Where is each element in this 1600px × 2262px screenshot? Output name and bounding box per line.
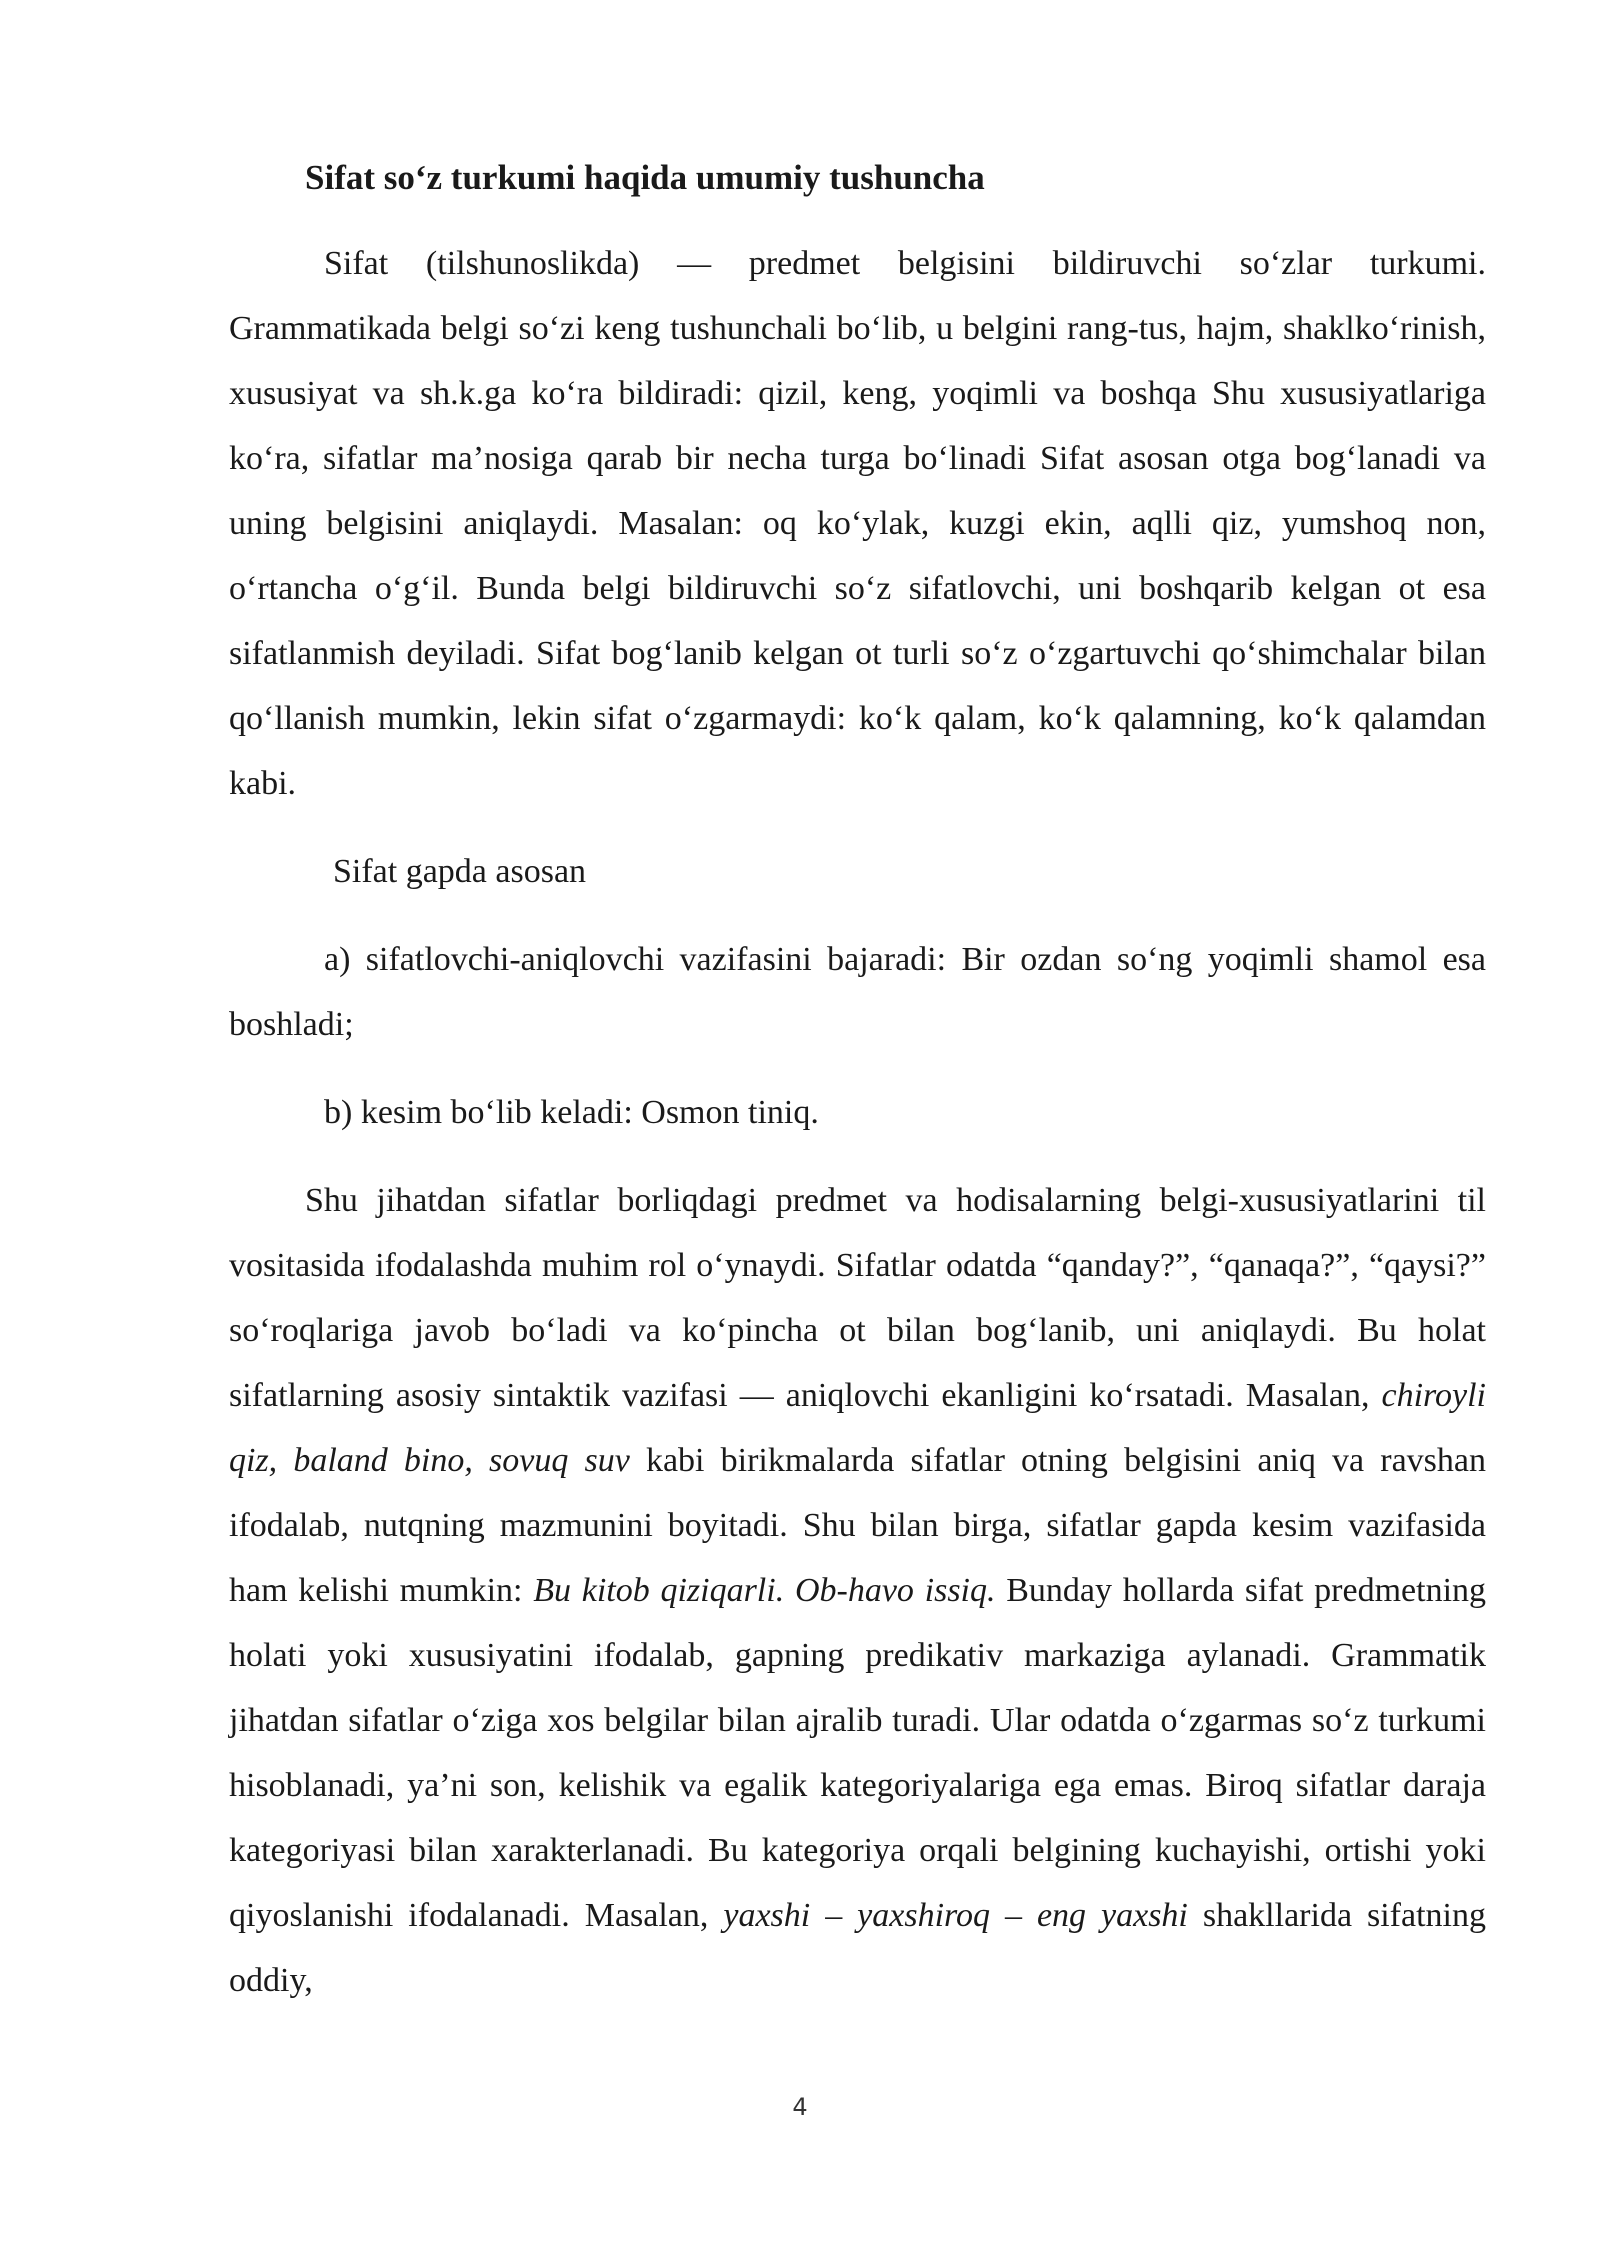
paragraph-discussion bbox=[229, 1168, 1486, 2013]
example-sentences: Bu kitob qiziqarli. Ob-havo issiq. bbox=[533, 1572, 996, 1609]
paragraph-function-intro: Sifat gapda asosan bbox=[333, 853, 587, 890]
paragraph-definition: Sifat (tilshunoslikda) — predmet belgisini bildiruvchi so‘zlar turkumi. Grammatikada belgi so‘zi keng tushunchali bo‘lib, u belgini rang-tus, hajm, shaklko‘rinish, xususiyat va sh.k.ga ko‘ra bildiradi: qizil, keng, yoqimli va boshqa Shu xususiyatlariga ko‘ra, sifatlar ma’nosiga qarab bir necha turga bo‘linadi Sifat asosan otga bog‘lanadi va uning belgisini aniqlaydi. Masalan: oq ko‘ylak, kuzgi ekin, aqlli qiz, yumshoq non, o‘rtancha o‘g‘il. Bunda belgi bildiruvchi so‘z sifatlovchi, uni boshqarib kelgan ot esa sifatlanmish deyiladi. Sifat bog‘lanib kelgan ot turli so‘z o‘zgartuvchi qo‘shimchalar bilan qo‘llanish mumkin, lekin sifat o‘zgarmaydi: ko‘k qalam, ko‘k qalamning, ko‘k qalamdan kabi. bbox=[229, 245, 1486, 802]
example-degrees: yaxshi – yaxshiroq – eng yaxshi bbox=[723, 1897, 1188, 1934]
discussion-text-2: kabi birikmalarda sifatlar otning belgisini aniq va ravshan ifodalab, nutqning mazmunini boyitadi. Shu bilan birga, sifatlar gapda kesim vazifasida ham kelishi mumkin: bbox=[229, 1442, 1486, 1609]
discussion-text-3: Bunday hollarda sifat predmetning holati yoki xususiyatini ifodalab, gapning predikativ markaziga aylanadi. Grammatik jihatdan sifatlar o‘ziga xos belgilar bilan ajralib turadi. Ular odatda o‘zgarmas so‘z turkumi hisoblanadi, ya’ni son, kelishik va egalik kategoriyalariga ega emas. Biroq sifatlar daraja kategoriyasi bilan xarakterlanadi. Bu kategoriya orqali belgining kuchayishi, ortishi yoki qiyoslanishi ifodalanadi. Masalan, bbox=[229, 1572, 1487, 1934]
section-title: Sifat so‘z turkumi haqida umumiy tushuncha bbox=[305, 158, 985, 197]
page-content bbox=[229, 148, 1486, 2013]
paragraph-function-a: a) sifatlovchi-aniqlovchi vazifasini bajaradi: Bir ozdan so‘ng yoqimli shamol esa boshladi; bbox=[229, 941, 1486, 1043]
discussion-text-4: shakllarida sifatning oddiy, bbox=[229, 1897, 1486, 1999]
example-phrases: chiroyli qiz, baland bino, sovuq suv bbox=[229, 1377, 1486, 1479]
page-number: 4 bbox=[792, 2093, 808, 2121]
paragraph-function-b: b) kesim bo‘lib keladi: Osmon tiniq. bbox=[324, 1094, 819, 1131]
discussion-text-1: Shu jihatdan sifatlar borliqdagi predmet va hodisalarning belgi-xususiyatlarini til vositasida ifodalashda muhim rol o‘ynaydi. Sifatlar odatda “qanday?”, “qanaqa?”, “qaysi?” so‘roqlariga javob bo‘ladi va ko‘pincha ot bilan bog‘lanib, uni aniqlaydi. Bu holat sifatlarning asosiy sintaktik vazifasi — aniqlovchi ekanligini ko‘rsatadi. Masalan, bbox=[229, 1182, 1486, 1414]
